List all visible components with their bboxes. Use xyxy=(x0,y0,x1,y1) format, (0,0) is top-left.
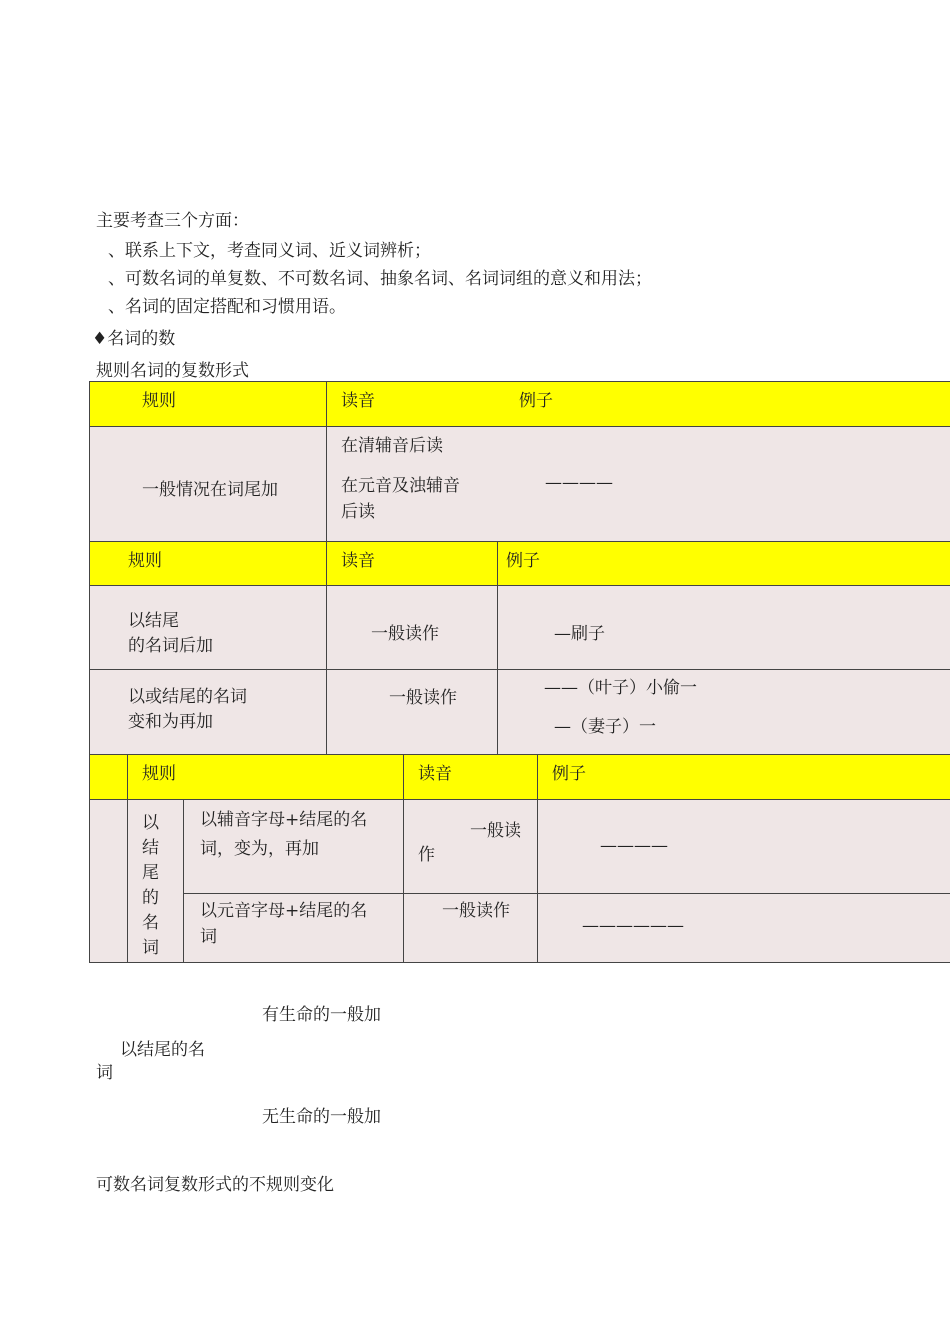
table2-row1-reading: 一般读作 xyxy=(326,585,498,670)
table3-header-rule: 规则 xyxy=(127,754,404,800)
o-inanimate-rule: 无生命的一般加 xyxy=(262,1107,381,1127)
intro-heading: 主要考查三个方面： xyxy=(96,211,249,231)
section-title: ♦名词的数 xyxy=(92,329,176,349)
table1-header-example: 例子 xyxy=(519,391,553,411)
subsection-title: 规则名词的复数形式 xyxy=(96,361,249,381)
table2-row2-example: ——（叶子）小偷一 —（妻子）一 xyxy=(497,669,950,755)
table2-header-example: 例子 xyxy=(497,541,950,586)
irregular-plural-heading: 可数名词复数形式的不规则变化 xyxy=(96,1175,334,1195)
intro-point-1: 、联系上下文，考查同义词、近义词辨析； xyxy=(108,241,431,261)
table3-row1-example: ———— xyxy=(537,799,950,894)
table2-row1-rule: 以结尾 的名词后加 xyxy=(89,585,327,670)
table1-header-rule: 规则 xyxy=(89,381,327,427)
table1-header-reading: 读音 例子 xyxy=(326,381,950,427)
o-ending-label: 以结尾的名 xyxy=(120,1040,205,1060)
intro-point-3: 、名词的固定搭配和习惯用语。 xyxy=(108,297,346,317)
table2-row2-reading: 一般读作 xyxy=(326,669,498,755)
o-animate-rule: 有生命的一般加 xyxy=(262,1005,381,1025)
table2-header-reading: 读音 xyxy=(326,541,498,586)
table3-vertical-label: 以 结 尾 的 名 词 xyxy=(127,799,184,963)
table2-row1-example: —刷子 xyxy=(497,585,950,670)
table1-rule-cell: 一般情况在词尾加 xyxy=(89,426,327,542)
table3-row1-reading: 一般读 作 xyxy=(403,799,538,894)
table2-row2-rule: 以或结尾的名词 变和为再加 xyxy=(89,669,327,755)
table3-row1-rule: 以辅音字母+结尾的名 词，变为，再加 xyxy=(183,799,404,894)
table3-row2-rule: 以元音字母+结尾的名 词 xyxy=(183,893,404,963)
table3-row2-reading: 一般读作 xyxy=(403,893,538,963)
o-ending-label-cont: 词 xyxy=(96,1063,113,1083)
table1-example: ———— xyxy=(545,473,613,493)
table3-header-blank xyxy=(89,754,128,800)
table3-header-example: 例子 xyxy=(537,754,950,800)
intro-point-2: 、可数名词的单复数、不可数名词、抽象名词、名词词组的意义和用法； xyxy=(108,269,652,289)
table3-header-reading: 读音 xyxy=(403,754,538,800)
table3-row2-example: —————— xyxy=(537,893,950,963)
table2-header-rule: 规则 xyxy=(89,541,327,586)
table1-reading-cell: 在清辅音后读 在元音及浊辅音 后读 ———— xyxy=(326,426,950,542)
table3-blank-cell xyxy=(89,799,128,963)
